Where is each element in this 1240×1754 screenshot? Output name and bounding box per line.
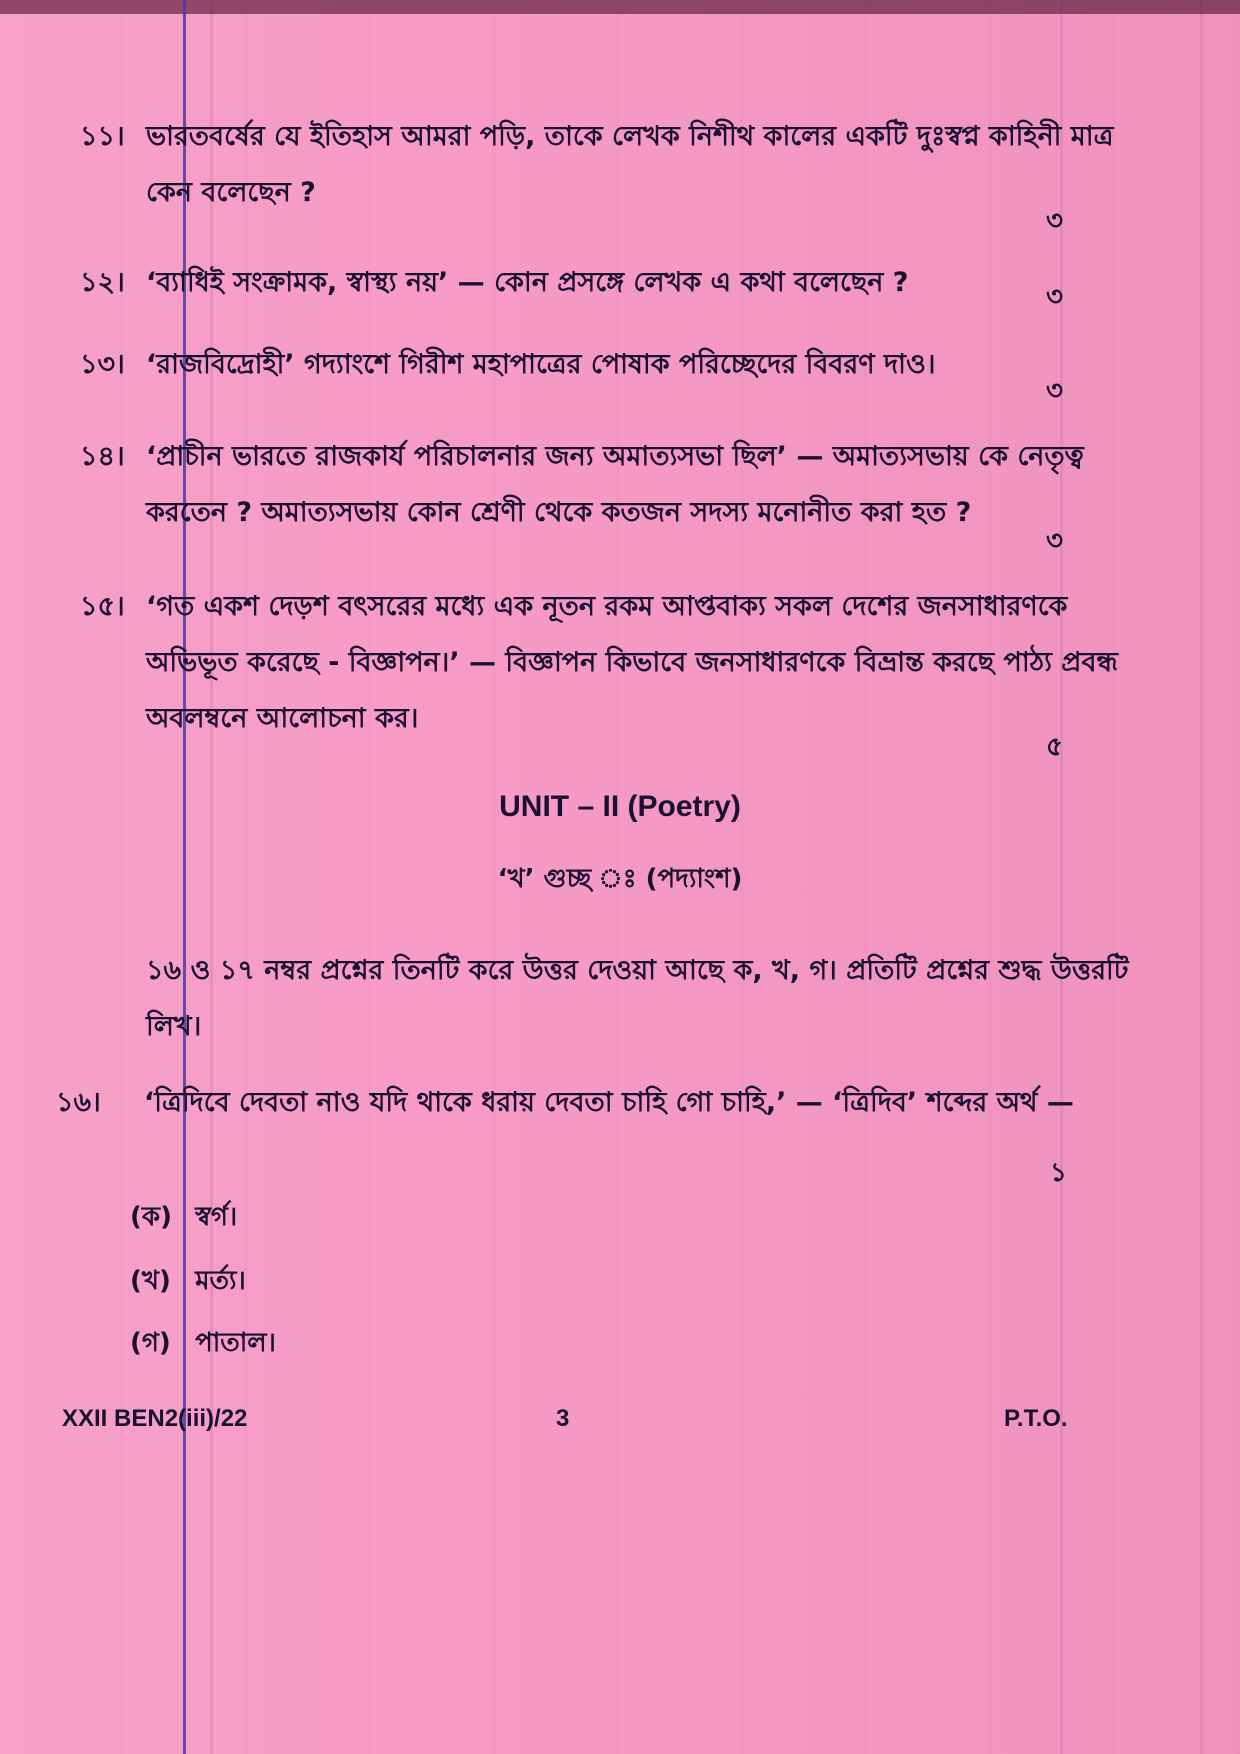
- question-line: অবলম্বনে আলোচনা কর।: [146, 703, 419, 734]
- instruction: [146, 955, 1129, 1068]
- question-text: [144, 1088, 1124, 1144]
- question-number: ১৬।: [56, 1087, 101, 1118]
- question-number: ১১।: [80, 121, 125, 152]
- question-line: অভিভূত করেছে - বিজ্ঞাপন।’ — বিজ্ঞাপন কিভাবে জনসাধারণকে বিভ্রান্ত করছে পাঠ্য প্রবন্ধ: [146, 647, 1118, 678]
- marks: ৩: [1046, 206, 1063, 236]
- option-label: (ক): [130, 1202, 172, 1232]
- marks: ৩: [1046, 282, 1063, 312]
- marks: ৫: [1046, 732, 1063, 762]
- option-text: স্বর্গ।: [195, 1202, 238, 1232]
- instruction-line: লিখ।: [146, 1011, 202, 1042]
- option-a: [130, 1196, 237, 1240]
- option-text: মর্ত্য।: [195, 1266, 246, 1296]
- marks: ৩: [1046, 376, 1063, 406]
- question-text: [146, 350, 1136, 406]
- option-label: (গ): [130, 1328, 171, 1358]
- option-label: (খ): [130, 1266, 171, 1296]
- group-heading: ‘খ’ গুচ্ছ ঃ (পদ্যাংশ): [497, 864, 743, 894]
- question-line: কেন বলেছেন ?: [146, 177, 316, 208]
- page-number: 3: [556, 1405, 570, 1432]
- question-number: ১৫।: [80, 591, 125, 622]
- option-text: পাতাল।: [195, 1328, 276, 1358]
- question-text: [146, 592, 1136, 760]
- marks: ৩: [1046, 526, 1063, 556]
- pto-label: P.T.O.: [1004, 1405, 1068, 1432]
- paper-code: XXII BEN2(iii)/22: [62, 1405, 248, 1432]
- question-number: ১৩।: [80, 349, 125, 380]
- question-line: ভারতবর্ষের যে ইতিহাস আমরা পড়ি, তাকে লেখক নিশীথ কালের একটি দুঃস্বপ্ন কাহিনী মাত্র: [146, 121, 1114, 152]
- scan-edge: [0, 0, 1240, 14]
- question-text: [146, 442, 1136, 554]
- question-line: ‘ব্যাধিই সংক্রামক, স্বাস্থ্য নয়’ — কোন প্রসঙ্গে লেখক এ কথা বলেছেন ?: [146, 267, 909, 298]
- question-line: ‘প্রাচীন ভারতে রাজকার্য পরিচালনার জন্য অমাত্যসভা ছিল’ — অমাত্যসভায় কে নেতৃত্ব: [146, 441, 1084, 472]
- unit-heading: UNIT – II (Poetry): [499, 790, 741, 823]
- question-line: ‘গত একশ দেড়শ বৎসরের মধ্যে এক নূতন রকম আপ্তবাক্য সকল দেশের জনসাধারণকে: [146, 591, 1068, 622]
- instruction-line: ১৬ ও ১৭ নম্বর প্রশ্নের তিনটি করে উত্তর দেওয়া আছে ক, খ, গ। প্রতিটি প্রশ্নের শুদ্ধ উত্তরটি: [146, 955, 1129, 986]
- question-text: [146, 122, 1136, 234]
- option-c: [130, 1322, 276, 1366]
- option-b: [130, 1260, 246, 1304]
- question-line: করতেন ? অমাত্যসভায় কোন শ্রেণী থেকে কতজন সদস্য মনোনীত করা হত ?: [146, 497, 972, 528]
- marks: ১: [1050, 1158, 1067, 1188]
- question-text: [146, 268, 1136, 324]
- question-number: ১২।: [80, 267, 125, 298]
- question-line: ‘রাজবিদ্রোহী’ গদ্যাংশে গিরীশ মহাপাত্রের পোষাক পরিচ্ছেদের বিবরণ দাও।: [146, 349, 936, 380]
- question-line: ‘ত্রিদিবে দেবতা নাও যদি থাকে ধরায় দেবতা চাহি গো চাহি,’ — ‘ত্রিদিব’ শব্দের অর্থ —: [144, 1087, 1074, 1118]
- question-number: ১৪।: [80, 441, 125, 472]
